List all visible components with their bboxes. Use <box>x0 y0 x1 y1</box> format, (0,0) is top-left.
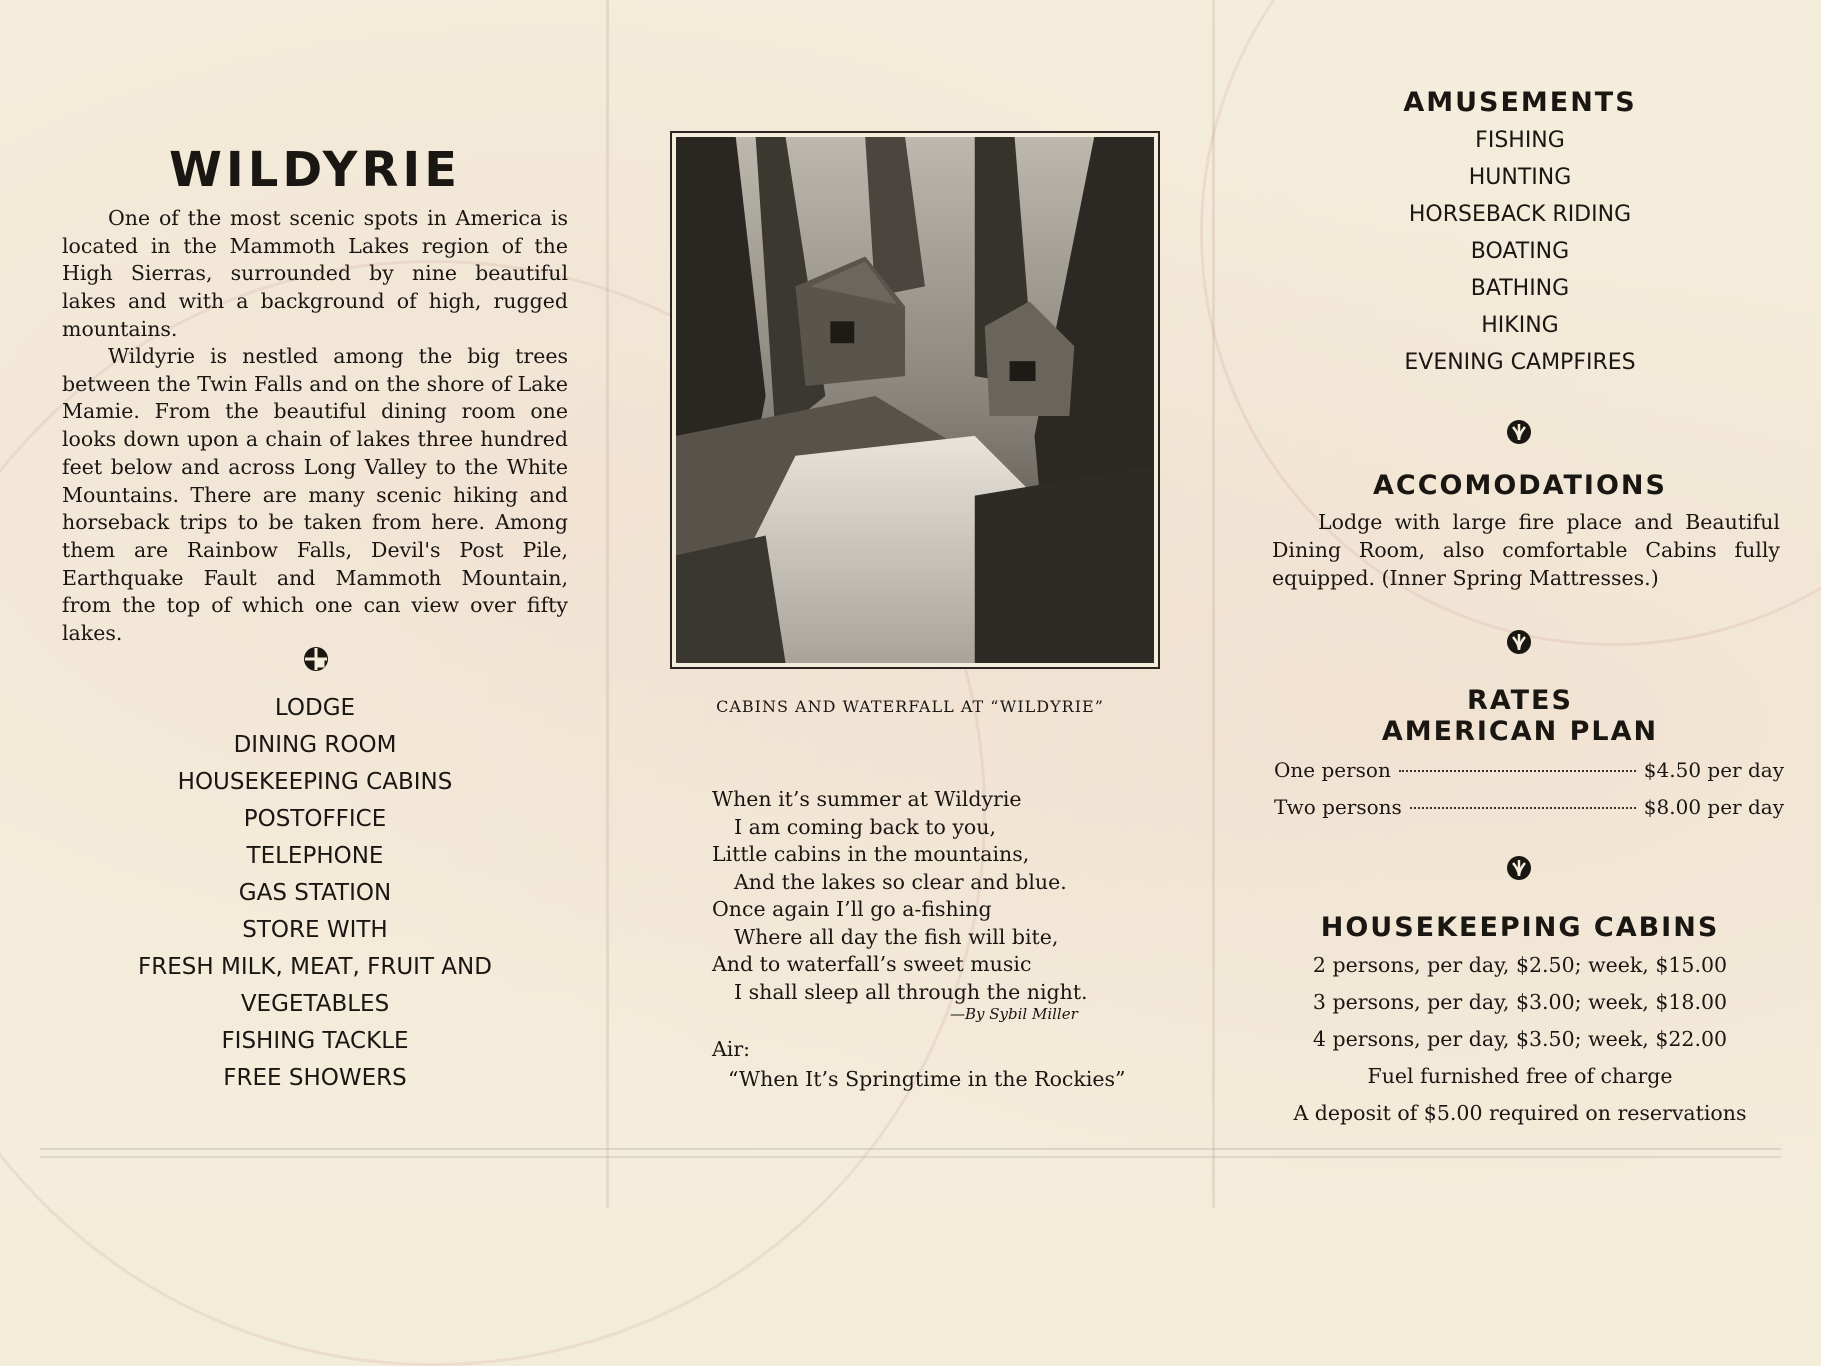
cross-ornament-icon <box>302 645 330 673</box>
intro-paragraph: One of the most scenic spots in America is located in the Mammoth Lakes region of the High Sierras, surrounded by nine beautiful lakes and with a background of high, rugged mountains. <box>62 206 568 341</box>
list-item: HIKING <box>1481 313 1559 338</box>
list-item: FISHING <box>1475 128 1565 153</box>
description-paragraph: Wildyrie is nestled among the big trees between the Twin Falls and on the shore of Lake Mamie. From the beautiful dining room one looks down upon a chain of lakes three hundred feet below and across Long Valley to the White Mountains. There are many scenic hiking and horseback trips to be taken from here. Among them are Rainbow Falls, Devil's Post Pile, Earthquake Fault and Mammoth Mountain, from the top of which one can view over fifty lakes. <box>62 344 568 646</box>
poem-line: When it’s summer at Wildyrie <box>712 787 1022 811</box>
list-item: GAS STATION <box>238 880 392 906</box>
poem-line: Once again I’ll go a-fishing <box>712 897 992 921</box>
poem-line: I shall sleep all through the night. <box>734 979 1088 1004</box>
rate-row <box>1274 795 1784 819</box>
list-item: POSTOFFICE <box>243 806 387 832</box>
list-item: 3 persons, per day, $3.00; week, $18.00 <box>1312 990 1728 1014</box>
list-item: LODGE <box>274 695 356 721</box>
seed-ornament-icon <box>1505 628 1533 656</box>
poem-byline: —By Sybil Miller <box>950 1005 1078 1023</box>
list-item: BATHING <box>1470 276 1570 301</box>
seed-ornament-icon <box>1505 418 1533 446</box>
list-item: 4 persons, per day, $3.50; week, $22.00 <box>1312 1027 1728 1051</box>
rates-heading: RATES <box>1467 685 1573 716</box>
housekeeping-list <box>1260 947 1780 1132</box>
list-item: TELEPHONE <box>246 843 384 869</box>
cabins-waterfall-photo <box>676 137 1154 663</box>
list-item: A deposit of $5.00 required on reservations <box>1293 1101 1747 1125</box>
list-item: STORE WITH <box>242 917 388 943</box>
list-item: EVENING CAMPFIRES <box>1404 350 1636 375</box>
seed-ornament-icon <box>1505 854 1533 882</box>
leader-dots <box>1399 770 1636 772</box>
rate-price: $8.00 per day <box>1643 795 1784 819</box>
poem-line: I am coming back to you, <box>734 814 996 839</box>
accommodations-text: Lodge with large fire place and Beautiful Dining Room, also comfortable Cabins fully equipped. (Inner Spring Mattresses.) <box>1272 510 1780 590</box>
bottom-border <box>40 1148 1781 1158</box>
poem-line: Little cabins in the mountains, <box>712 842 1030 866</box>
poem-line: Where all day the fish will bite, <box>734 924 1059 949</box>
rate-row <box>1274 758 1784 782</box>
fold-line <box>1212 0 1215 1208</box>
list-item: HUNTING <box>1468 165 1572 190</box>
poem-line: And the lakes so clear and blue. <box>734 869 1067 894</box>
air-song-title: “When It’s Springtime in the Rockies” <box>728 1067 1126 1091</box>
list-item: HOUSEKEEPING CABINS <box>177 769 453 795</box>
list-item: FISHING TACKLE <box>221 1028 409 1054</box>
amusements-list <box>1260 122 1780 381</box>
amusements-heading: AMUSEMENTS <box>1403 87 1637 118</box>
rate-label: One person <box>1274 758 1391 782</box>
list-item: DINING ROOM <box>233 732 397 758</box>
poem-line: And to waterfall’s sweet music <box>712 952 1032 976</box>
list-item: 2 persons, per day, $2.50; week, $15.00 <box>1312 953 1728 977</box>
leader-dots <box>1410 807 1636 809</box>
list-item: BOATING <box>1470 239 1570 264</box>
photo-frame <box>670 131 1160 669</box>
housekeeping-heading: HOUSEKEEPING CABINS <box>1320 912 1720 943</box>
page-title: WILDYRIE <box>168 142 462 198</box>
rate-label: Two persons <box>1274 795 1402 819</box>
list-item: FRESH MILK, MEAT, FRUIT AND <box>138 954 492 980</box>
air-label: Air: <box>712 1037 751 1061</box>
accommodations-heading: ACCOMODATIONS <box>1373 470 1667 501</box>
fold-line <box>606 0 609 1208</box>
rates-subheading: AMERICAN PLAN <box>1381 716 1659 747</box>
poem <box>712 786 1152 1006</box>
list-item: VEGETABLES <box>240 991 390 1017</box>
rate-price: $4.50 per day <box>1643 758 1784 782</box>
list-item: Fuel furnished free of charge <box>1367 1064 1673 1088</box>
photo-caption: CABINS AND WATERFALL AT “WILDYRIE” <box>716 697 1104 716</box>
facilities-list <box>62 690 568 1097</box>
list-item: FREE SHOWERS <box>223 1065 407 1091</box>
list-item: HORSEBACK RIDING <box>1408 202 1632 227</box>
